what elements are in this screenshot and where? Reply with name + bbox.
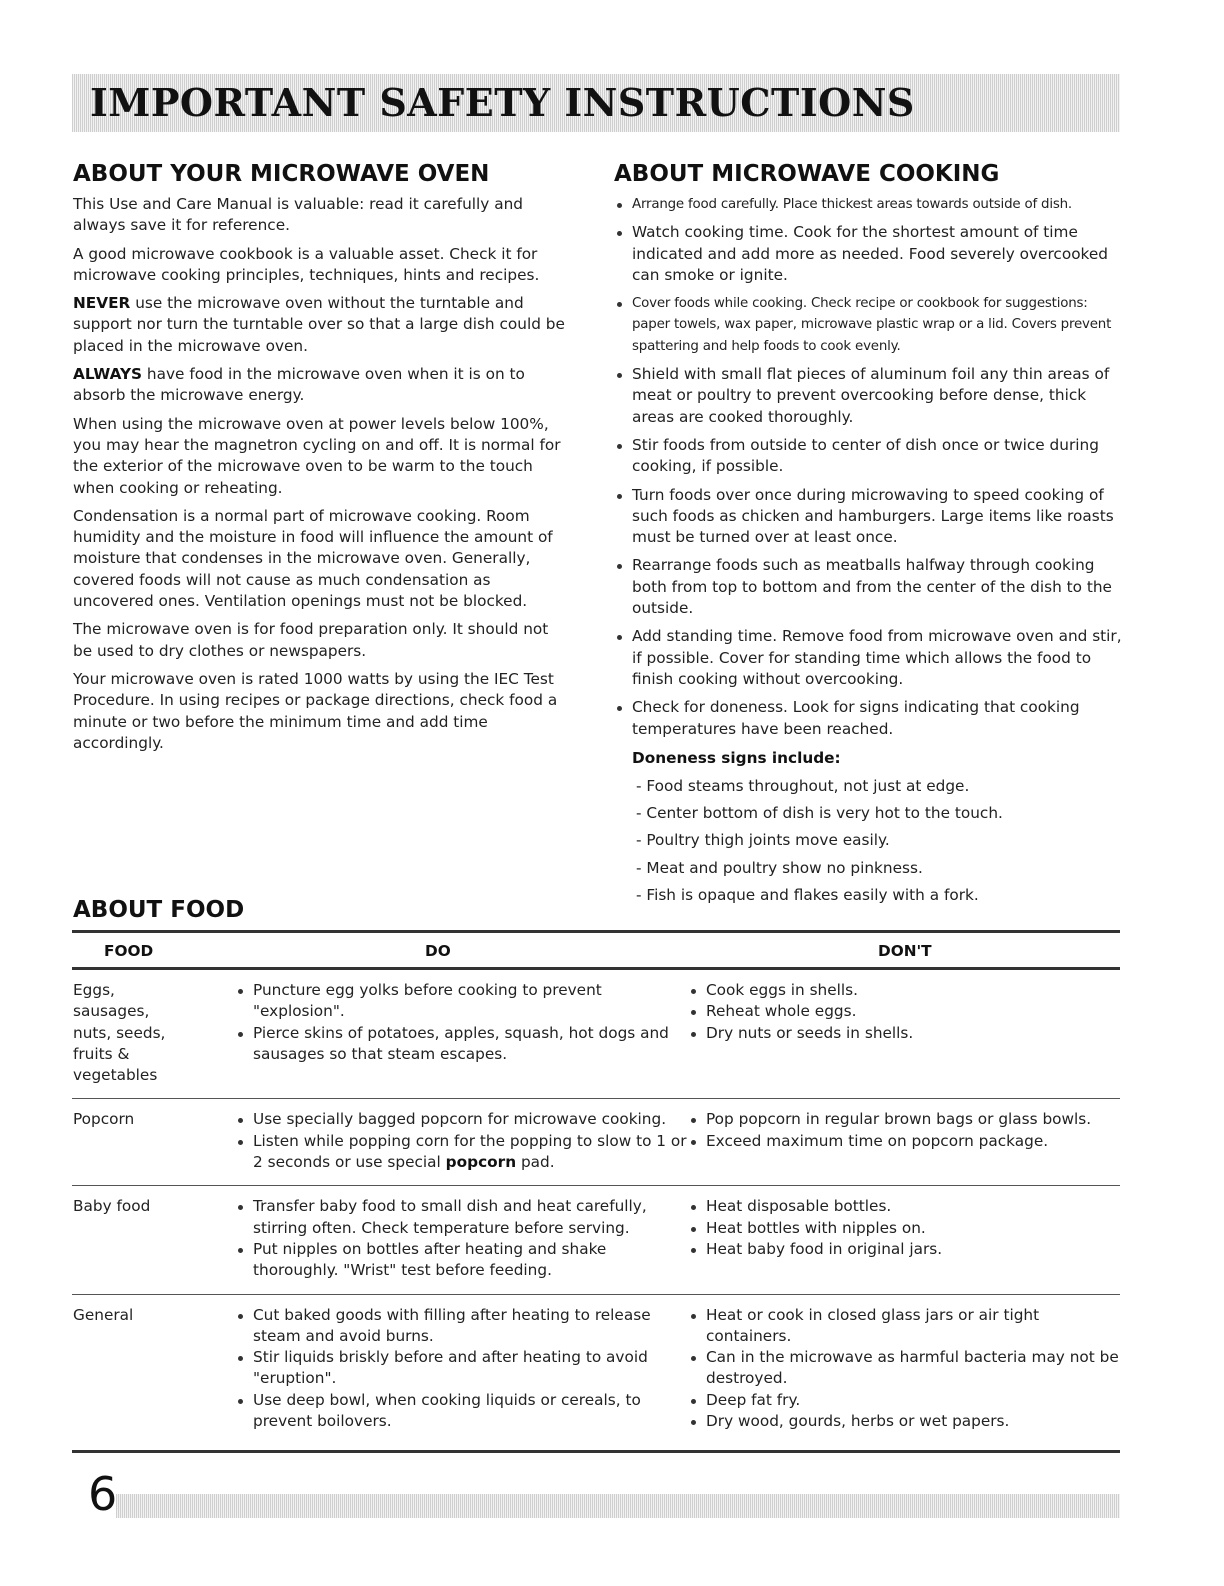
do-item: Stir liquids briskly before and after heating to avoid "eruption".: [235, 1347, 688, 1390]
oven-heading: ABOUT YOUR MICROWAVE OVEN: [73, 161, 490, 187]
cooking-heading: ABOUT MICROWAVE COOKING: [614, 161, 1000, 187]
dont-item: Reheat whole eggs.: [688, 1001, 1120, 1022]
cooking-list: [614, 194, 1124, 740]
food-cell: General: [72, 1294, 235, 1452]
oven-paragraph: A good microwave cookbook is a valuable asset. Check it for microwave cooking principles, techniques, hints and recipes.: [73, 244, 540, 284]
dont-item: Heat bottles with nipples on.: [688, 1218, 1120, 1239]
cooking-item: Add standing time. Remove food from microwave oven and stir, if possible. Cover for standing time which allows the food to finish cooking without overcooking.: [614, 626, 1124, 690]
doneness-item: - Meat and poultry show no pinkness.: [636, 858, 923, 877]
oven-paragraph-always: [73, 364, 568, 407]
doneness-heading: Doneness signs include:: [632, 748, 841, 767]
dont-item: Heat or cook in closed glass jars or air tight containers.: [688, 1305, 1120, 1348]
dont-item: Deep fat fry.: [688, 1390, 1120, 1411]
oven-paragraph: When using the microwave oven at power levels below 100%, you may hear the magnetron cycling on and off. It is normal for the exterior of the microwave oven to be warm to the touch when cooking or reheating.: [73, 414, 561, 497]
oven-section: [73, 160, 568, 761]
do-item: Use specially bagged popcorn for microwave cooking.: [235, 1109, 688, 1130]
do-item: Transfer baby food to small dish and heat carefully, stirring often. Check temperature before serving.: [235, 1196, 688, 1239]
oven-paragraph-never: [73, 293, 568, 357]
do-item: Pierce skins of potatoes, apples, squash, hot dogs and sausages so that steam escapes.: [235, 1023, 688, 1066]
footer-bar: [116, 1494, 1120, 1518]
food-cell: Eggs, sausages, nuts, seeds, fruits & vegetables: [72, 969, 235, 1099]
dont-cell: [688, 1186, 1120, 1294]
table-row: [72, 1099, 1120, 1186]
table-row: [72, 969, 1120, 1099]
do-item-text: Listen while popping corn for the popping to slow to 1 or 2 seconds or use special: [253, 1131, 687, 1172]
cooking-item: Stir foods from outside to center of dish once or twice during cooking, if possible.: [614, 435, 1124, 478]
food-cell: Baby food: [72, 1186, 235, 1294]
oven-paragraph: Condensation is a normal part of microwave cooking. Room humidity and the moisture in food will influence the amount of moisture that condenses in the microwave oven. Generally, covered foods will not cause as much condensation as uncovered ones. Ventilation openings must not be blocked.: [73, 506, 553, 611]
dont-item: Dry wood, gourds, herbs or wet papers.: [688, 1411, 1120, 1432]
dont-item: Cook eggs in shells.: [688, 980, 1120, 1001]
doneness-item: - Fish is opaque and flakes easily with a fork.: [636, 886, 979, 905]
cooking-item: Shield with small flat pieces of aluminum foil any thin areas of meat or poultry to prevent overcooking before dense, thick areas are cooked thoroughly.: [614, 364, 1124, 428]
dont-item: Heat baby food in original jars.: [688, 1239, 1120, 1260]
doneness-item: - Center bottom of dish is very hot to the touch.: [636, 804, 1003, 823]
do-item: Put nipples on bottles after heating and shake thoroughly. "Wrist" test before feeding.: [235, 1239, 688, 1282]
do-item: Puncture egg yolks before cooking to prevent "explosion".: [235, 980, 688, 1023]
do-item: [235, 1131, 688, 1174]
do-item: Cut baked goods with filling after heating to release steam and avoid burns.: [235, 1305, 688, 1348]
cooking-section: [614, 160, 1124, 909]
dont-item: Dry nuts or seeds in shells.: [688, 1023, 1120, 1044]
cooking-item: Cover foods while cooking. Check recipe or cookbook for suggestions: paper towels, wax paper, microwave plastic wrap or a lid. Covers prevent spattering and help foods to cook evenly.: [614, 293, 1124, 357]
page-title: IMPORTANT SAFETY INSTRUCTIONS: [90, 80, 915, 125]
cooking-item: Turn foods over once during microwaving to speed cooking of such foods as chicken and hamburgers. Large items like roasts must be turned over at least once.: [614, 485, 1124, 549]
food-table: [72, 930, 1120, 1453]
cooking-item: Check for doneness. Look for signs indicating that cooking temperatures have been reached.: [614, 697, 1124, 740]
dont-cell: [688, 1099, 1120, 1186]
oven-paragraph: Your microwave oven is rated 1000 watts by using the IEC Test Procedure. In using recipes or package directions, check food a minute or two before the minimum time and add time accordingly.: [73, 669, 558, 752]
oven-paragraph: The microwave oven is for food preparation only. It should not be used to dry clothes or newspapers.: [73, 620, 549, 660]
cooking-item: Watch cooking time. Cook for the shortest amount of time indicated and add more as needed. Food severely overcooked can smoke or ignite.: [614, 222, 1124, 286]
dont-item: Exceed maximum time on popcorn package.: [688, 1131, 1120, 1152]
food-heading: ABOUT FOOD: [73, 897, 245, 923]
dont-cell: [688, 969, 1120, 1099]
table-row: [72, 1186, 1120, 1294]
food-cell: Popcorn: [72, 1099, 235, 1186]
column-header-food: FOOD: [72, 932, 235, 969]
popcorn-pad-label: popcorn: [445, 1153, 517, 1172]
page-number: 6: [88, 1467, 118, 1521]
never-text: use the microwave oven without the turntable and support nor turn the turntable over so that a large dish could be placed in the microwave oven.: [73, 294, 565, 355]
doneness-item: - Food steams throughout, not just at edge.: [636, 776, 970, 795]
table-header-row: [72, 932, 1120, 969]
do-cell: [235, 1186, 688, 1294]
title-banner: [72, 74, 1120, 132]
always-label: ALWAYS: [73, 365, 143, 384]
dont-item: Can in the microwave as harmful bacteria may not be destroyed.: [688, 1347, 1120, 1390]
cooking-item: Rearrange foods such as meatballs halfway through cooking both from top to bottom and from the center of the dish to the outside.: [614, 555, 1124, 619]
do-cell: [235, 969, 688, 1099]
do-item: Use deep bowl, when cooking liquids or cereals, to prevent boilovers.: [235, 1390, 688, 1433]
do-item-text: pad.: [516, 1153, 555, 1172]
column-header-do: DO: [235, 932, 688, 969]
cooking-item: Arrange food carefully. Place thickest areas towards outside of dish.: [614, 194, 1124, 215]
dont-item: Heat disposable bottles.: [688, 1196, 1120, 1217]
dont-cell: [688, 1294, 1120, 1452]
table-row: [72, 1294, 1120, 1452]
never-label: NEVER: [73, 294, 131, 313]
do-cell: [235, 1294, 688, 1452]
doneness-list: [614, 773, 1124, 909]
doneness-item: - Poultry thigh joints move easily.: [636, 831, 890, 850]
column-header-dont: DON'T: [688, 932, 1120, 969]
do-cell: [235, 1099, 688, 1186]
oven-paragraph: This Use and Care Manual is valuable: read it carefully and always save it for reference.: [73, 195, 523, 235]
dont-item: Pop popcorn in regular brown bags or glass bowls.: [688, 1109, 1120, 1130]
always-text: have food in the microwave oven when it is on to absorb the microwave energy.: [73, 365, 525, 405]
